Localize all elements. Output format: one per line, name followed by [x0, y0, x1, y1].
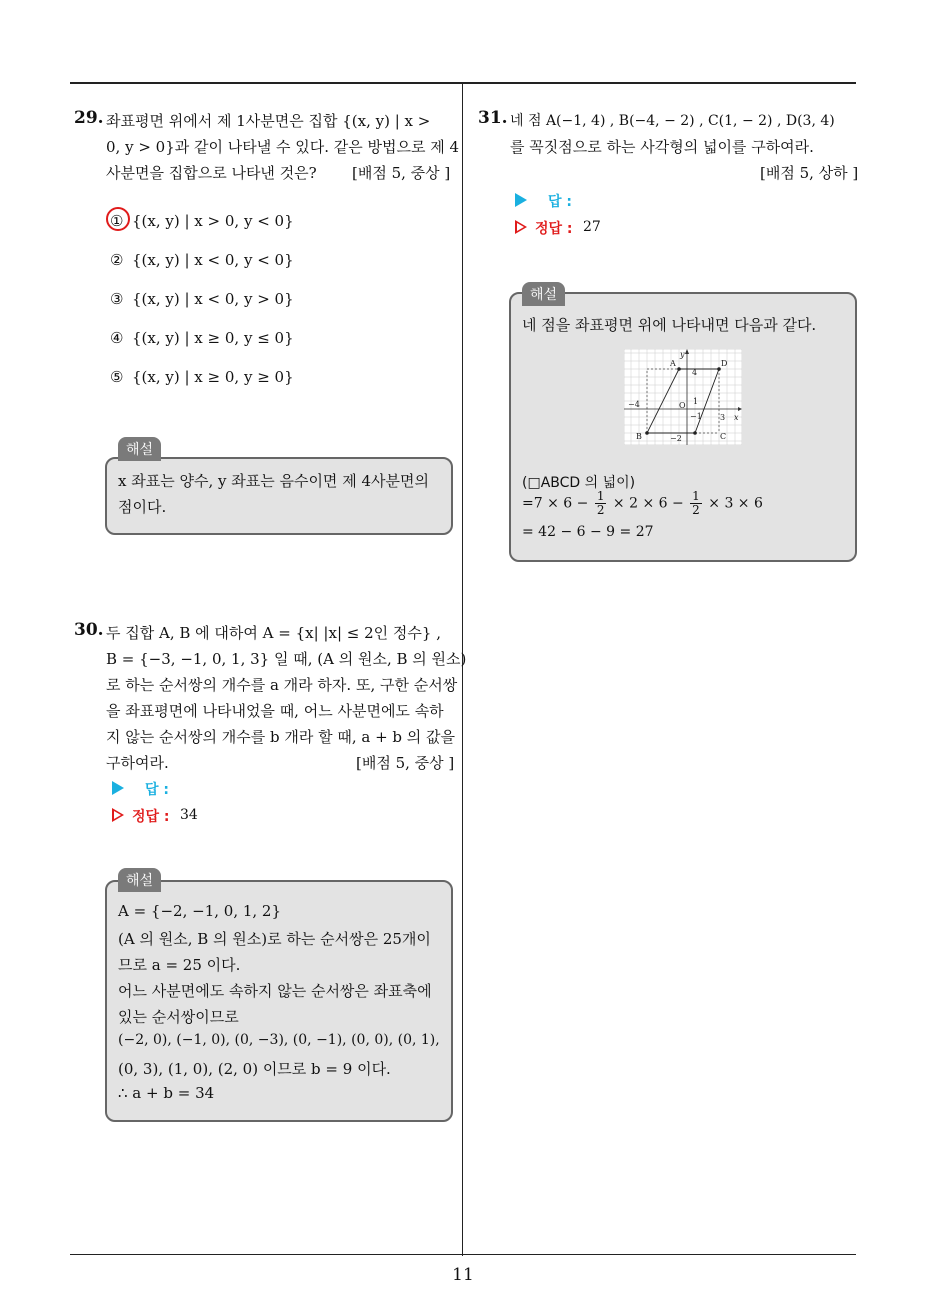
- fraction: [595, 490, 607, 517]
- choice-number: ②: [110, 251, 124, 269]
- explanation-line: 므로 a = 25 이다.: [118, 956, 241, 974]
- formula-part: × 3 × 6: [708, 495, 763, 512]
- point-a: [677, 367, 681, 371]
- choice-text: {(x, y) | x < 0, y > 0}: [132, 290, 294, 308]
- question-text-line: 지 않는 순서쌍의 개수를 b 개라 할 때, a + b 의 값을: [106, 728, 456, 746]
- answer-arrow-icon: [112, 781, 124, 795]
- choice-2[interactable]: [110, 251, 294, 269]
- fraction-numerator: 1: [596, 489, 605, 503]
- explanation-tag: 해설: [118, 437, 161, 461]
- choice-4[interactable]: [110, 329, 294, 347]
- point-c: [693, 431, 697, 435]
- explanation-tag: 해설: [118, 868, 161, 892]
- question-number: 31.: [478, 108, 508, 128]
- explanation-line: 점이다.: [118, 498, 167, 516]
- formula-part: =7 × 6 −: [522, 495, 589, 512]
- key-value: 34: [180, 807, 198, 823]
- choice-1[interactable]: [110, 212, 294, 230]
- key-arrow-icon: [112, 808, 124, 822]
- x-axis-label: x: [734, 413, 739, 422]
- top-rule: [70, 82, 856, 84]
- y-axis-label: y: [680, 350, 685, 359]
- question-meta: [배점 5, 중상 ]: [352, 164, 451, 182]
- choice-text: {(x, y) | x < 0, y < 0}: [132, 251, 294, 269]
- area-result: = 42 − 6 − 9 = 27: [522, 524, 654, 540]
- explanation-line: 있는 순서쌍이므로: [118, 1008, 239, 1026]
- tick-label: 4: [692, 368, 698, 377]
- choice-text: {(x, y) | x > 0, y < 0}: [132, 212, 294, 230]
- explanation-line: 네 점을 좌표평면 위에 나타내면 다음과 같다.: [522, 316, 817, 334]
- explanation-line: A = {−2, −1, 0, 1, 2}: [118, 902, 282, 920]
- point-d-label: D: [721, 359, 728, 368]
- bottom-rule: [70, 1254, 856, 1255]
- question-number: 30.: [74, 620, 104, 640]
- choice-number: ①: [110, 212, 124, 230]
- explanation-line: 어느 사분면에도 속하지 않는 순서쌍은 좌표축에: [118, 982, 432, 1000]
- key-label: 정답 :: [132, 809, 170, 825]
- fraction-denominator: 2: [692, 503, 700, 517]
- question-text-line: 네 점 A(−1, 4) , B(−4, − 2) , C(1, − 2) , D(3, 4): [510, 113, 835, 129]
- area-formula: [522, 490, 763, 517]
- answer-arrow-icon: [515, 193, 527, 207]
- question-text-line: B = {−3, −1, 0, 1, 3} 일 때, (A 의 원소, B 의 원소): [106, 650, 467, 668]
- question-number: 29.: [74, 108, 104, 128]
- explanation-line: (A 의 원소, B 의 원소)로 하는 순서쌍은 25개이: [118, 930, 431, 948]
- origin-label: O: [679, 401, 686, 410]
- explanation-line: ∴ a + b = 34: [118, 1084, 215, 1102]
- choice-3[interactable]: [110, 290, 294, 308]
- question-meta: [배점 5, 중상 ]: [356, 754, 455, 772]
- question-text-line: 좌표평면 위에서 제 1사분면은 집합 {(x, y) | x >: [106, 112, 431, 130]
- page-number: 11: [452, 1265, 474, 1285]
- question-text-line: 0, y > 0}과 같이 나타낼 수 있다. 같은 방법으로 제 4: [106, 138, 460, 156]
- area-title: (□ABCD 의 넓이): [522, 475, 636, 491]
- explanation-line: (0, 3), (1, 0), (2, 0) 이므로 b = 9 이다.: [118, 1060, 391, 1078]
- column-divider: [462, 84, 463, 1256]
- point-a-label: A: [670, 359, 676, 368]
- choice-number: ④: [110, 329, 124, 347]
- key-value: 27: [583, 219, 601, 235]
- answer-label[interactable]: 답 :: [145, 782, 169, 798]
- point-b: [645, 431, 649, 435]
- question-text-line: 를 꼭짓점으로 하는 사각형의 넓이를 구하여라.: [510, 138, 814, 156]
- question-text-line: 두 집합 A, B 에 대하여 A = {x| |x| ≤ 2인 정수} ,: [106, 624, 441, 642]
- question-text-line: 사분면을 집합으로 나타낸 것은?: [106, 164, 317, 182]
- choice-number: ③: [110, 290, 124, 308]
- tick-label: 3: [720, 413, 726, 422]
- tick-label: −2: [670, 434, 682, 443]
- choice-5[interactable]: [110, 368, 294, 386]
- question-text-line: 구하여라.: [106, 754, 169, 772]
- explanation-tag: 해설: [522, 282, 565, 306]
- tick-label: −4: [628, 400, 640, 409]
- tick-label: 1: [693, 397, 699, 406]
- point-c-label: C: [720, 432, 727, 441]
- key-label: 정답 :: [535, 221, 573, 237]
- explanation-line: x 좌표는 양수, y 좌표는 음수이면 제 4사분면의: [118, 472, 429, 490]
- key-arrow-icon: [515, 220, 527, 234]
- formula-part: × 2 × 6 −: [612, 495, 684, 512]
- choice-text: {(x, y) | x ≥ 0, y ≤ 0}: [132, 329, 294, 347]
- point-b-label: B: [636, 432, 642, 441]
- answer-label[interactable]: 답 :: [548, 194, 572, 210]
- fraction: [690, 490, 702, 517]
- fraction-numerator: 1: [692, 489, 700, 503]
- explanation-line: (−2, 0), (−1, 0), (0, −3), (0, −1), (0, 0), (0, 1),: [118, 1032, 440, 1048]
- question-text-line: 로 하는 순서쌍의 개수를 a 개라 하자. 또, 구한 순서쌍: [106, 676, 458, 694]
- question-text-line: 을 좌표평면에 나타내었을 때, 어느 사분면에도 속하: [106, 702, 444, 720]
- choice-text: {(x, y) | x ≥ 0, y ≥ 0}: [132, 368, 294, 386]
- choice-number: ⑤: [110, 368, 124, 386]
- question-meta: [배점 5, 상하 ]: [760, 164, 859, 182]
- tick-label: −1: [690, 412, 702, 421]
- quadrilateral-graph: [624, 349, 742, 445]
- fraction-denominator: 2: [596, 503, 605, 517]
